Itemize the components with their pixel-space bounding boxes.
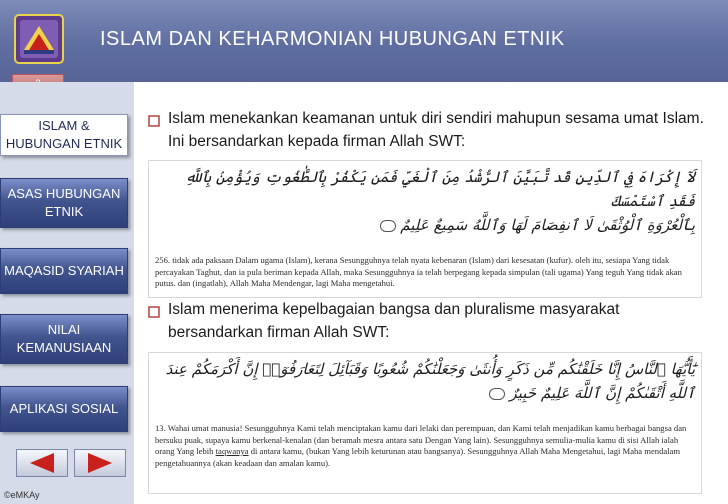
sidebar-item-aplikasi-sosial[interactable] bbox=[0, 386, 128, 432]
bullet-text-1: Islam menekankan keamanan untuk diri sendiri mahupun sesama umat Islam. Ini bersandarkan kepada firman Allah SWT: bbox=[168, 110, 704, 150]
verse-box-2 bbox=[148, 352, 702, 494]
header-bar bbox=[0, 0, 728, 82]
arabic-verse-line bbox=[149, 213, 701, 237]
sidebar-item-label: NILAI KEMANUSIAAN bbox=[16, 322, 112, 355]
sidebar-item-nilai-kemanusiaan[interactable] bbox=[0, 314, 128, 364]
translation-text: 13. Wahai umat manusia! Sesungguhnya Kami telah menciptakan kamu dari lelaki dan perempuan, dan Kami telah menjadikan kamu berbagai bangsa dan bersuku puak, supaya kamu berkenal-kenalan (dan beramah mesra antara satu Dengan Yang lain). Sesungguhnya semulia-mulia kamu di sisi Allah ialah orang Yang lebih bbox=[155, 423, 687, 456]
sidebar-item-asas-hubungan-etnik[interactable] bbox=[0, 178, 128, 228]
sidebar-item-maqasid-syariah[interactable] bbox=[0, 248, 128, 294]
sidebar-item-label: ASAS HUBUNGAN ETNIK bbox=[7, 186, 121, 219]
arabic-verse-line: لَآ إِكْرَاهَ فِي ٱلدِّينِ قَد تَّبَيَّنَ ٱلرُّشْدُ مِنَ ٱلْغَيِّ فَمَن يَكْفُرْ بِٱلطَّٰغُوتِ وَيُؤْمِنۢ بِٱللَّهِ فَقَدِ ٱسْتَمْسَكَ bbox=[184, 168, 695, 210]
university-logo bbox=[14, 14, 64, 64]
square-bullet-icon bbox=[148, 115, 160, 127]
previous-slide-button[interactable] bbox=[16, 449, 68, 477]
verse-end-icon bbox=[380, 220, 396, 232]
underlined-word: taqwanya bbox=[215, 446, 249, 456]
verse-end-icon bbox=[489, 388, 505, 400]
left-triangle-icon bbox=[17, 450, 67, 476]
bullet-text-2: Islam menerima kepelbagaian bangsa dan pluralisme masyarakat bersandarkan firman Allah SWT: bbox=[168, 301, 620, 341]
page-title: ISLAM DAN KEHARMONIAN HUBUNGAN ETNIK bbox=[100, 28, 565, 50]
next-slide-button[interactable] bbox=[74, 449, 126, 477]
right-triangle-icon bbox=[75, 450, 125, 476]
verse-translation bbox=[149, 405, 701, 473]
arabic-verse-text: بِٱلْعُرْوَةِ ٱلْوُثْقَىٰ لَا ٱنفِصَامَ لَهَا وَٱللَّهُ سَمِيعٌ عَلِيمٌ bbox=[400, 216, 695, 234]
copyright-text: ©eMKAy bbox=[4, 490, 40, 500]
sidebar-item-label: ISLAM & HUBUNGAN ETNIK bbox=[5, 118, 123, 151]
sidebar-item-label: MAQASID SYARIAH bbox=[4, 263, 124, 278]
square-bullet-icon bbox=[148, 306, 160, 318]
arabic-verse-line bbox=[149, 381, 701, 405]
sidebar-item-islam-hubungan-etnik[interactable] bbox=[0, 114, 128, 156]
arabic-verse-text: ٱللَّهِ أَتْقَىٰكُمْ إِنَّ ٱللَّهَ عَلِيمٌ خَبِيرٌ bbox=[509, 384, 695, 402]
translation-text: di antara kamu, (bukan Yang lebih keturunan atau bangsanya). Sesungguhnya Allah Maha Mengetahui, lagi Maha mendalam pengetahuannya (akan keadaan dan amalan kamu). bbox=[155, 446, 681, 468]
sidebar-item-label: APLIKASI SOSIAL bbox=[9, 401, 119, 416]
arabic-verse-line: يَٰٓأَيُّهَا ٱلنَّاسُ إِنَّا خَلَقْنَٰكُم مِّن ذَكَرٍ وَأُنثَىٰ وَجَعَلْنَٰكُمْ شُعُوبًا وَقَبَآئِلَ لِتَعَارَفُوٓا۟ إِنَّ أَكْرَمَكُمْ عِندَ bbox=[165, 360, 695, 378]
verse-box-1 bbox=[148, 160, 702, 298]
verse-translation: 256. tidak ada paksaan Dalam ugama (Islam), kerana Sesungguhnya telah nyata kebenaran (Islam) dari kesesatan (kufur). oleh itu, sesiapa Yang tidak percayakan Taghut, dan ia pula beriman kepada Allah, maka Sesungguhnya ia telah berpegang kepada simpulan (tali ugama) Yang teguh Yang tidak akan putus. dan (ingatlah), Allah Maha Mendengar, lagi Maha mengetahui. bbox=[155, 255, 682, 288]
